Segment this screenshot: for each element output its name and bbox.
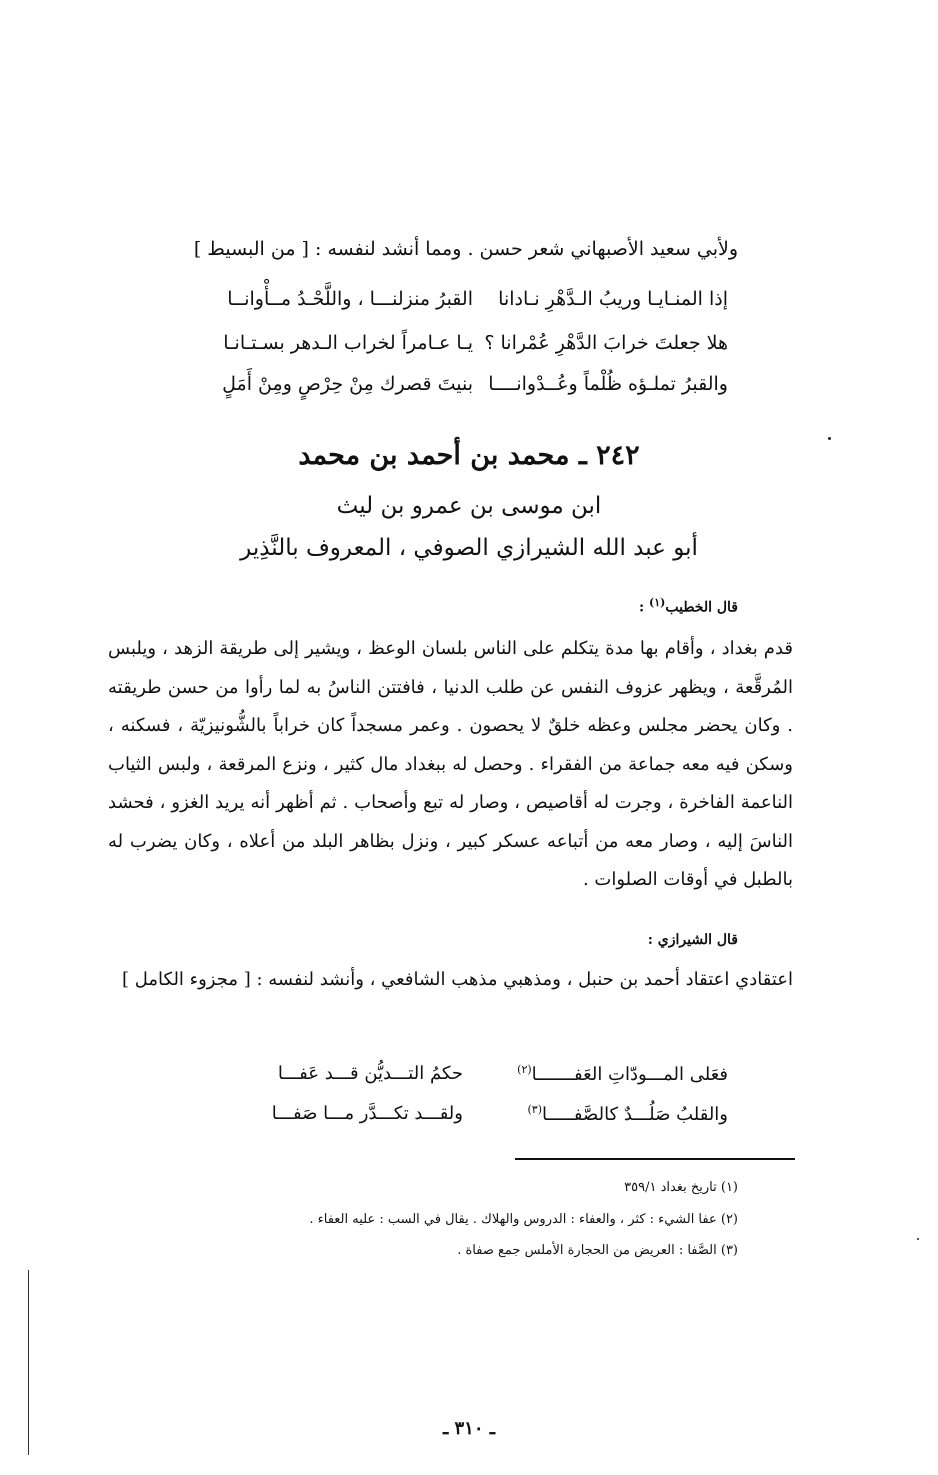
main-paragraph: قدم بغداد ، وأقام بها مدة يتكلم على الناس بلسان الوعظ ، ويشير إلى طريقة الزهد ، ويلبس المُرقَّعة ، ويظهر عزوف النفس عن طلب الدنيا ، فافتتن الناسُ به لما رأوا من حسن طريقته . وكان يحضر مجلس وعظه خلقٌ لا يحصون . وعمر مسجداً كان خراباً بالشُّونيزيّة ، فسكنه ، وسكن فيه معه جماعة من الفقراء . وحصل له ببغداد مال كثير ، ونزع المرقعة ، ولبس الثياب الناعمة الفاخرة ، وجرت له أقاصيص ، وصار له تبع وأصحاب . ثم أظهر أنه يريد الغزو ، فحشد الناسَ إليه ، وصار معه من أتباعه عسكر كبير ، ونزل بظاهر البلد من أعلاه ، وكان يضرب له بالطبل في أوقات الصلوات . bbox=[108, 638, 793, 890]
footnote-ref-2: (٢) bbox=[517, 1063, 532, 1076]
footnote-ref-3: (٣) bbox=[527, 1103, 543, 1116]
entry-title: ٢٤٢ ـ محمد بن أحمد بن محمد bbox=[298, 440, 640, 471]
verse-2-second-hemistich: هلا جعلتَ خرابَ الدَّهْرِ عُمْرانا ؟ bbox=[484, 332, 728, 354]
verse-3-second-hemistich: والقبرُ تملـؤه ظُلْماً وعُــدْوانــــا bbox=[488, 373, 728, 395]
poem2-verse-2-second-hemistich bbox=[458, 1103, 728, 1125]
verse-2-first-hemistich: يـا عـامراً لخراب الـدهر بسـتـانـا bbox=[223, 332, 473, 354]
khatib-label bbox=[639, 596, 738, 616]
footnote-3: (٣) الصَّفا : العريض من الحجارة الأملس جمع صفاة . bbox=[457, 1243, 738, 1258]
scan-speck bbox=[917, 1238, 919, 1240]
poem-intro: ولأبي سعيد الأصبهاني شعر حسن . ومما أنشد لنفسه : [ من البسيط ] bbox=[193, 238, 738, 260]
poem2-verse-1-second-text: فعَلى المـــودّاتِ العَفـــــــا bbox=[531, 1064, 728, 1085]
verse-1-second-hemistich: إذا المنـايـا وريبُ الـدَّهْرِ نـادانا bbox=[498, 288, 728, 310]
khatib-label-text: قال الخطيب bbox=[665, 599, 738, 616]
poem2-verse-2-second-text: والقلبُ صَلُـــدٌ كالصَّفـــــا bbox=[542, 1104, 728, 1125]
khatib-colon: : bbox=[638, 599, 649, 616]
footnote-1: (١) تاريخ بغداد ٣٥٩/١ bbox=[624, 1180, 738, 1195]
footnote-ref-1: (١) bbox=[648, 596, 666, 609]
verse-3-first-hemistich: بنيتَ قصرك مِنْ حِرْصٍ ومِنْ أَمَلٍ bbox=[222, 373, 473, 395]
page-number: ـ ٣١٠ ـ bbox=[442, 1418, 496, 1439]
entry-kunya: أبو عبد الله الشيرازي الصوفي ، المعروف بالنَّذِير bbox=[240, 535, 698, 561]
poem2-verse-1-first-hemistich: حكمُ التـــديُّن قـــد عَفـــا bbox=[277, 1063, 463, 1084]
footnote-2: (٢) عفا الشيء : كثر ، والعفاء : الدروس والهلاك . يقال في السب : عليه العفاء . bbox=[309, 1212, 738, 1227]
poem2-verse-2-first-hemistich: ولقـــد تكـــدَّر مـــا صَفـــا bbox=[271, 1103, 463, 1124]
verse-1-first-hemistich: القبرُ منزلنـــا ، واللَّحْـدُ مــأْوانــا bbox=[227, 288, 473, 310]
shirazi-label: قال الشيرازي : bbox=[647, 932, 738, 948]
poem2-verse-1-second-hemistich bbox=[458, 1063, 728, 1085]
scan-margin-line bbox=[28, 1270, 29, 1455]
creed-paragraph: اعتقادي اعتقاد أحمد بن حنبل ، ومذهبي مذهب الشافعي ، وأنشد لنفسه : [ مجزوء الكامل ] bbox=[122, 969, 793, 990]
scan-speck bbox=[828, 437, 831, 440]
footnote-separator bbox=[515, 1158, 795, 1160]
entry-lineage: ابن موسى بن عمرو بن ليث bbox=[336, 493, 602, 519]
